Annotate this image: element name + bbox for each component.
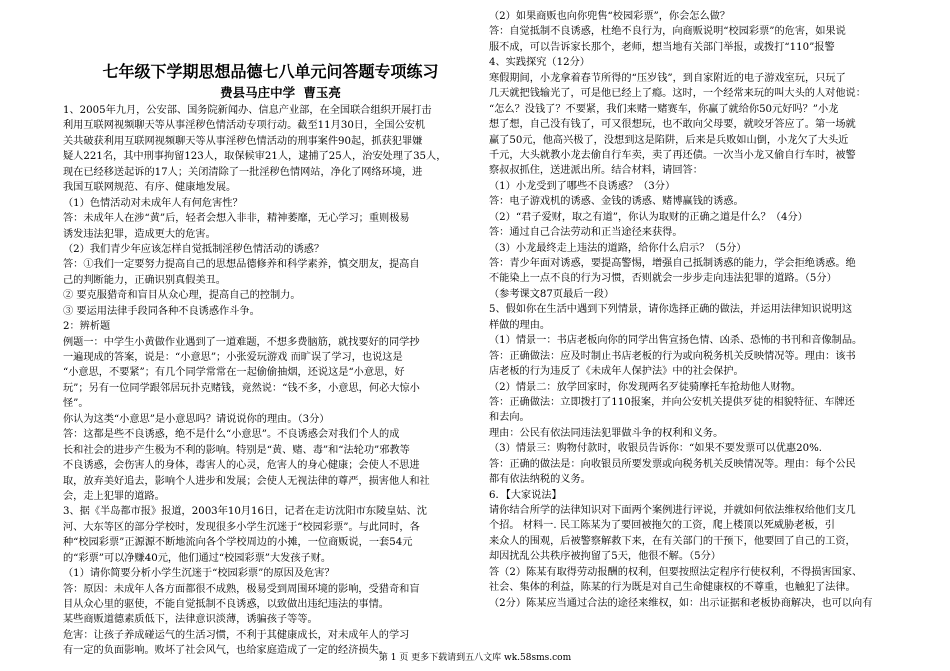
text-line: 都有依法纳税的义务。 [489, 474, 591, 486]
text-line: 个招。 材料一. 民工陈某为了要回被拖欠的工资，爬上楼顶以死威胁老板，引 [489, 520, 835, 532]
text-line: 某些商贩道德素质低下，法律意识淡薄，诱骗孩子等等。 [63, 614, 318, 626]
text-line: （1）小龙受到了哪些不良诱惑？（3分） [489, 180, 676, 192]
text-line: 却因扰乱公共秩序被拘留了5天，他很不解。（5分） [489, 551, 721, 563]
text-line: 答（2）陈某有取得劳动报酬的权利，但要按照法定程序行使权利，不得损害国家、 [489, 566, 863, 578]
text-line: （2）我们青少年应该怎样自觉抵制淫秽色情活动的诱惑？ [63, 243, 325, 255]
text-line: （2分）陈某应当通过合法的途径来维权，如：出示证据和老板协商解决，也可以向有 [489, 597, 873, 609]
right-column-body [489, 9, 919, 611]
text-line: （1）色情活动对未成年人有何危害性？ [63, 197, 243, 209]
text-line: 玩”；另有一位同学跟邻居玩扑克赌钱，竟然说：“钱不多，小意思，何必大惊小 [63, 382, 420, 394]
text-line: 现在已经移送起诉的17人；关闭清除了一批淫秽色情网站，净化了网络环境，进 [63, 166, 423, 178]
text-line: ③ 要运用法律手段同各种不良诱惑作斗争。 [63, 305, 260, 317]
text-line: 理由：公民有依法同违法犯罪做斗争的权利和义务。 [489, 427, 724, 439]
text-line: 店老板的行为违反了《未成年人保护法》中的社会保护。 [489, 366, 744, 378]
text-line: 河、大东等区的部分学校时，发现很多小学生沉迷于“校园彩票”。与此同时，各 [63, 521, 420, 533]
text-line: 取，放弃美好追去，影响个人进步和发展；会使人无视法律的尊严，损害他人和社 [63, 475, 430, 487]
text-line: （1）请你简要分析小学生沉迷于“校园彩票”的原因及危害？ [63, 568, 335, 580]
text-line: 答：正确的做法是：向收银员所要发票或向税务机关反映情况等。理由：每个公民 [489, 458, 856, 470]
text-line: 的“彩票”可以净赚40元，他们通过“校园彩票”大发孩子财。 [63, 552, 332, 564]
text-line: 不能染上一点不良的行为习惯，否则就会一步步走向违法犯罪的道路。（5分） [489, 273, 837, 285]
text-line: 利用互联网视频聊天等从事淫秽色情活动专项行动。截至11月30日，全国公安机 [63, 120, 426, 132]
text-line: （2）“君子爱财，取之有道”，你认为取财的正确之道是什么？（4分） [489, 211, 808, 223]
text-line: 答：未成年人在涉“黄”后，轻者会想入非非，精神萎靡，无心学习；重则极易 [63, 213, 410, 225]
text-line: 一遍现成的答案，说是：“小意思”；小张爱玩游戏 而旷误了学习，也说这是 [63, 352, 403, 363]
text-line: 不良诱惑，会伤害人的身体，毒害人的心灵，危害人的身心健康；会使人不思进 [63, 460, 420, 472]
text-line: 我国互联网规范、有序、健康地发展。 [63, 182, 237, 194]
text-line: 答：自觉抵制不良诱惑，杜绝不良行为，向商贩说明“校园彩票”的危害，如果说 [489, 26, 846, 38]
text-line: 答：正确做法：应及时制止书店老板的行为或向税务机关反映情况等。理由：该书 [489, 350, 856, 362]
text-line: “小意思，不要紧”；有几个同学常常在一起偷偷抽烟，还说这是“小意思，好 [63, 367, 405, 379]
left-column [63, 0, 478, 659]
text-line: 诱发违法犯罪，造成更大的危害。 [63, 228, 216, 240]
text-line: （2）如果商贩也向你兜售“校园彩票”，你会怎么做？ [489, 11, 731, 22]
text-line: 样做的理由。 [489, 319, 551, 331]
text-line: （3）小龙最终走上违法的道路，给你什么启示？（5分） [489, 242, 747, 254]
right-column [489, 9, 919, 611]
text-line: 答：电子游戏机的诱惑、金钱的诱惑、赌博赢钱的诱惑。 [489, 196, 744, 208]
text-line: 来众人的围观，后被警察解救下来，在有关部门的干预下，他要回了自己的工资， [489, 535, 856, 547]
text-line: 6．【大家说法】 [489, 489, 562, 501]
text-line: 你认为这类“小意思”是小意思吗？请说说你的理由。（3分） [63, 413, 330, 425]
text-line: 会，走上犯罪的道路。 [63, 490, 165, 502]
text-line: 请你结合所学的法律知识对下面两个案例进行评说，并就如何依法维权给他们支几 [489, 505, 856, 516]
left-column-body [63, 103, 478, 659]
text-line: ② 要克服猎奇和盲目从众心理，提高自己的控制力。 [63, 290, 301, 302]
text-line: 长和社会的进步产生极为不利的影响。特别是“黄、赌、毒”和“法轮功”邪教等 [63, 444, 410, 456]
text-line: 答：原因：未成年人各方面都很不成熟，极易受到周围环境的影响，受猎奇和盲 [63, 583, 420, 595]
text-line: 和去向。 [489, 412, 530, 424]
text-line: 赢了50元，他高兴极了，没想到这是陷阱，后来是兵败如山倒，小龙欠了大头近 [489, 134, 849, 146]
text-line: 有一定的负面影响。败坏了社会风气，也给家庭造成了一定的经济损失。 [63, 645, 389, 657]
text-line: 2：辨析题 [63, 321, 111, 333]
text-line: 想了想，自己没有钱了，可又很想玩，也不敢向父母要，就咬牙答应了。第一场就 [489, 119, 856, 131]
text-line: 怪”。 [63, 398, 89, 410]
text-line: 1、2005年九月，公安部、国务院新闻办、信息产业部，在全国联合组织开展打击 [63, 105, 432, 116]
text-line: 种“校园彩票”正源源不断地流向各个学校周边的小摊，一位商贩说，一套54元 [63, 537, 413, 549]
text-line: 答：通过自己合法劳动和正当途径来获得。 [489, 227, 683, 239]
text-line: 己的判断能力，正确识别真假美丑。 [63, 274, 226, 286]
text-line: 答：这都是些不良诱惑，绝不是什么“小意思”。不良诱惑会对我们个人的成 [63, 429, 400, 441]
text-line: 5、假如你在生活中遇到下列情景，请你选择正确的做法，并运用法律知识说明这 [489, 304, 853, 316]
document-title: 七年级下学期思想品德七八单元问答题专项练习 [102, 62, 439, 81]
text-line: （3）情景三：购物付款时，收银员告诉你：“如果不要发票可以优惠20%. [489, 443, 823, 455]
text-line: 社会、集体的利益，陈某的行为既是对自己生命健康权的不尊重，也触犯了法律。 [489, 582, 856, 594]
text-line: 答：正确做法：立即拨打了110报案，并向公安机关提供歹徒的相貌特征、车牌还 [489, 396, 855, 408]
text-line: 疑人221名，其中刑事拘留123人，取保候审21人，逮捕了25人，治安处理了35人， [63, 151, 447, 163]
text-line: 千元，大头就教小龙去偷自行车卖，卖了再还债。一次当小龙又偷自行车时，被警 [489, 149, 856, 161]
text-line: 例题一：中学生小黄做作业遇到了一道难题，不想多费脑筋，就找要好的同学抄 [63, 336, 420, 348]
text-line: 寒假期间，小龙拿着春节所得的“压岁钱”，到自家附近的电子游戏室玩，只玩了 [489, 72, 846, 84]
text-line: 答：①我们一定要努力提高自己的思想品德修养和科学素养，慎交朋友，提高自 [63, 259, 420, 271]
text-line: 关共破获利用互联网视频聊天等从事淫秽色情活动的刑事案件90起，抓获犯罪嫌 [63, 135, 423, 147]
text-line: （参考课文87页最后一段） [489, 288, 615, 300]
page-footer: 第 1 页 更多下载请到五八文库 wk.58sms.com [378, 653, 572, 663]
text-line: 几天就把钱输光了，可是他已经上了瘾。这时，一个经常来玩的叫大头的人对他说： [489, 88, 866, 100]
text-line: “怎么？没钱了？不要紧，我们来赌一赌赛车，你赢了就给你50元好吗？”小龙 [489, 103, 839, 115]
text-line: 察叔叔抓住，送进派出所。结合材料，请回答： [489, 165, 703, 177]
text-line: 3、据《半岛都市报》报道，2003年10月16日，记者在走访沈阳市东陵皇姑、沈 [63, 506, 427, 518]
text-line: 危害：让孩子养成碰运气的生活习惯，不利于其健康成长，对未成年人的学习 [63, 629, 410, 641]
text-line: 答：青少年面对诱惑，要提高警惕，增强自己抵制诱惑的能力，学会拒绝诱惑。绝 [489, 258, 856, 269]
text-line: （2）情景二：放学回家时，你发现两名歹徒骑摩托车抢劫他人财物。 [489, 381, 802, 393]
text-line: （1）情景一：书店老板向你的同学出售宣扬色情、凶杀、恐怖的书刊和音像制品。 [489, 335, 863, 347]
text-line: 目从众心里的驱使，不能自觉抵制不良诱惑，以致做出违纪违法的事情。 [63, 599, 389, 610]
text-line: 服不成，可以告诉家长那个，老师，想当地有关部门举报，或拨打“110”报警 [489, 41, 835, 53]
author-line: 费县马庄中学 曹玉亮 [220, 85, 341, 100]
text-line: 4、实践探究（12分） [489, 57, 590, 69]
